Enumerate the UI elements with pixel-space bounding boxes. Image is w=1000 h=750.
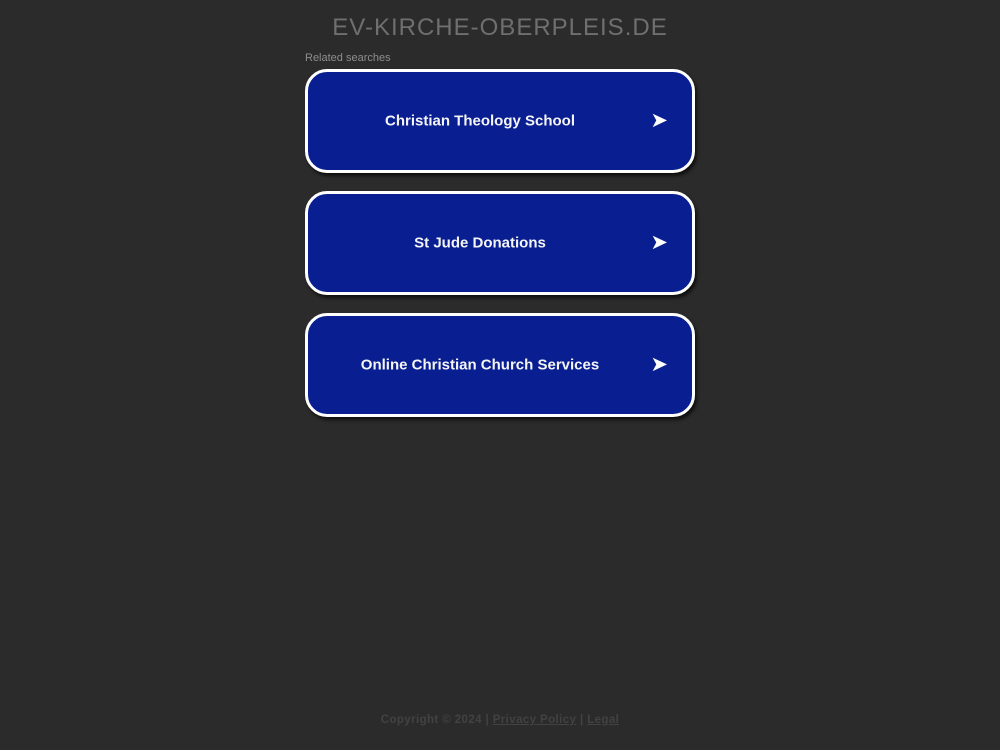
- privacy-policy-link[interactable]: Privacy Policy: [492, 714, 577, 726]
- related-search-label: Online Christian Church Services: [360, 356, 600, 374]
- footer-separator: |: [579, 714, 584, 726]
- related-search-button-st-jude-donations[interactable]: [305, 191, 695, 295]
- related-search-label: St Jude Donations: [414, 234, 546, 252]
- arrow-right-icon: ➤: [650, 109, 668, 133]
- related-searches-section: [305, 52, 695, 435]
- footer: [0, 714, 1000, 726]
- copyright-text: Copyright © 2024 |: [380, 714, 490, 726]
- arrow-right-icon: ➤: [650, 353, 668, 377]
- arrow-right-icon: ➤: [650, 231, 668, 255]
- related-search-label: Christian Theology School: [384, 112, 575, 130]
- related-search-button-christian-theology-school[interactable]: [305, 69, 695, 173]
- related-search-button-online-christian-church-services[interactable]: [305, 313, 695, 417]
- page-title: EV-KIRCHE-OBERPLEIS.DE: [332, 14, 668, 41]
- related-searches-label: Related searches: [305, 52, 391, 64]
- legal-link[interactable]: Legal: [587, 714, 620, 726]
